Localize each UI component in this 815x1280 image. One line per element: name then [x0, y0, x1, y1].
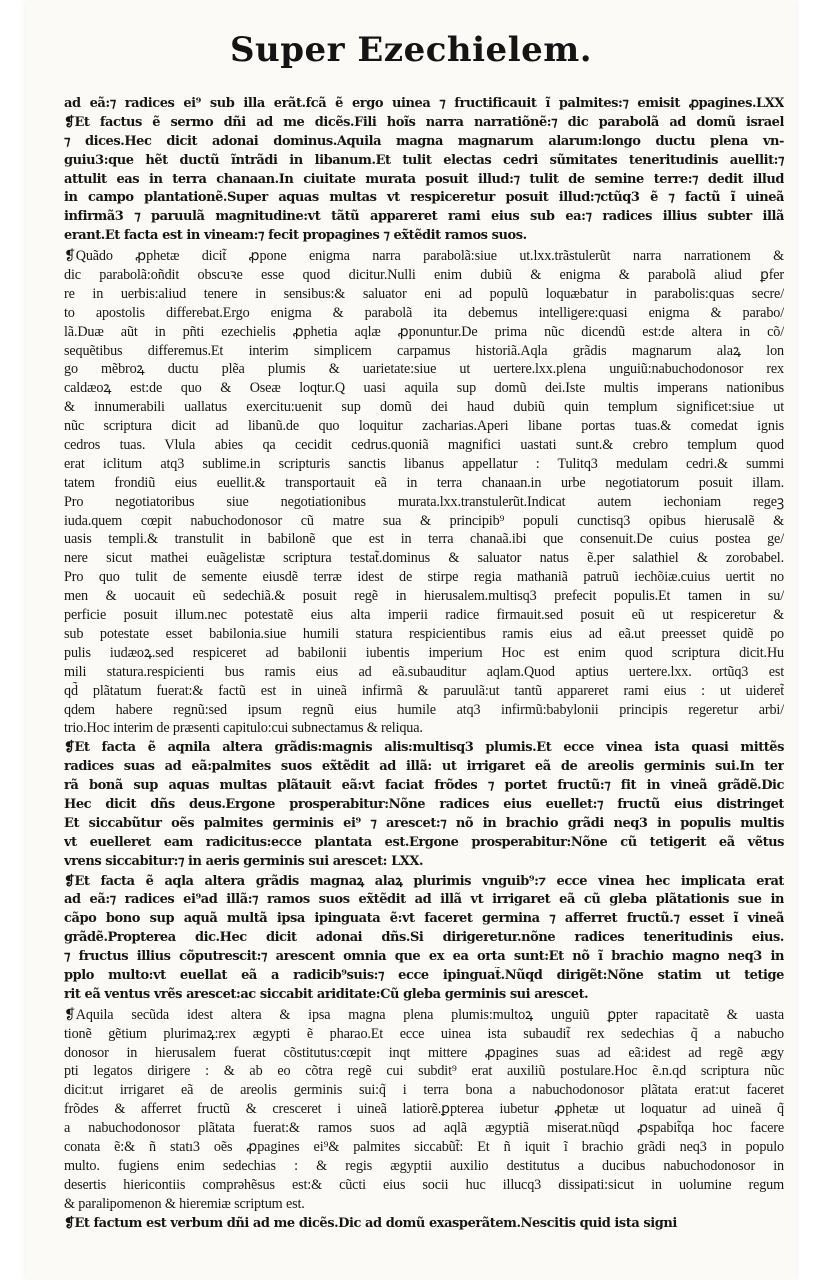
text-line: & innumerabili uallatus exercitu:uenit sup domũ dei haud dubiũ quin templum significet:siue ut — [64, 399, 784, 416]
text-line: perficie posuit illum.nec potestatẽ eius alta imperii radice firmauit.sed posuit eũ ut respiceretur & — [64, 607, 784, 624]
text-line: caldæoꝝ est:de quo & Oseæ loqtur.Q uasi aquila sup domũ dei.Iste multis imperans nationibus — [64, 380, 784, 397]
text-line: vt euelleret eam radicitus:ecce plantata est.Ergone prosperabitur:Nõne cũ tetigerit eã vẽtus — [64, 834, 784, 850]
text-line: in campo plantationẽ.Super aquas multas vt respiceretur posuit illud:⁊ctũq3 ẽ ⁊ factũ ĩ uineã — [64, 190, 784, 206]
scripture-paragraph — [64, 95, 784, 246]
scripture-paragraph — [64, 739, 784, 871]
text-line: ❡Et facta ẽ aqnila altera grãdis:magnis alis:multisq3 plumis.Et ecce vinea ista quasi mittẽs — [64, 740, 784, 756]
text-line: infirmã3 ⁊ paruulã magnitudine:vt tãtũ appareret rami eius sub ea:⁊ radices illius subter illã — [64, 209, 784, 225]
text-line: ❡Et factum est verbum dñi ad me dicẽs.Dic ad domũ exasperãtem.Nescitis quid ista signi — [64, 1215, 677, 1231]
text-line: nere sicut mathei euãgelistæ scriptura testat̃.dominus & saluator natus ẽ.per salathiel & zorobabel. — [64, 550, 784, 567]
text-line: tatem frondiũ eius euellit.& transportauit eã in terra chanaan.in urbe negotiatorum posuit illam. — [64, 474, 784, 491]
text-line: attulit eas in terra chanaan.In ciuitate murata posuit illud:⁊ tulit de semine terre:⁊ dedit illud — [64, 171, 784, 187]
scripture-paragraph — [64, 1215, 784, 1234]
text-line: erat iclitum atq3 sublime.in scripturis sanctis libanus appellatur : Tulitq3 medulam cedri.& summi — [64, 455, 784, 472]
text-line: lã.Duæ aũt in pñti ezechielis ꝓphetia aqlæ ꝓponuntur.De prima nũc dicendũ est:de altera in cõ/ — [64, 323, 784, 340]
text-line: vrens siccabitur:⁊ in aeris germinis sui arescet: LXX. — [64, 853, 424, 869]
text-line: uasis templi.& transtulit in babilonẽ que est in terra chanaã.ibi que consenuit.De cuius postea ge/ — [64, 531, 784, 548]
text-line: cedros tuas. Vlula abies qa cecidit cedrus.quoniã magnifici uastati sunt.& crebro templum quod — [64, 437, 784, 454]
commentary-paragraph — [64, 1006, 784, 1214]
text-line: qdem habere regnũ:sed ipsum regnũ eius humile atq3 infirmũ:babylonii principis regeretur arbi/ — [64, 701, 784, 718]
text-line: nũc scriptura dicit ad libanũ.de quo loquitur zacharias.Aperi libane portas tuas.& comedat ignis — [64, 418, 784, 435]
text-line: rit eã ventus vrẽs arescet:ac siccabit ariditate:Cũ gleba germinis sui arescet. — [64, 986, 589, 1002]
text-line: donosor in hierusalem fuerat cõstitutus:cœpit inqt mittere ꝓpagines suas ad eã:idest ad regẽ ægy — [64, 1044, 784, 1061]
text-line: ad eã:⁊ radices ei⁹ sub illa erãt.fcã ẽ ergo uinea ⁊ fructificauit ĩ palmites:⁊ emisit ꝓpagines.LXX — [64, 96, 784, 111]
text-line: Hec dicit dñs deus.Ergone prosperabitur:Nõne radices eius euellet:⁊ fructũ eius distringet — [64, 796, 784, 812]
text-line: sequẽtibus differemus.Et interim simplicem carpamus historiã.Aqla grãdis magnarum alaꝝ lon — [64, 342, 784, 359]
text-line: a nabuchodonosor plãtata fuerat:& ramos suos ad aqlã ægyptiã miserat.nũqd ꝓspabit̃qa hoc facere — [64, 1120, 784, 1137]
text-line: ad eã:⁊ radices ei⁹ad illã:⁊ ramos suos ex̃tẽdit ad illã vt irrigaret eã cũ gleba plãtationis sue in — [64, 892, 784, 908]
text-line: ❡Aquila secũda idest altera & ipsa magna plena plumis:multoꝝ unguiũ ꝑpter rapacitatẽ & uasta — [64, 1006, 784, 1023]
text-line: guiu3:que hẽt ductũ ĩntrãdi in libanum.Et tulit electas cedri sũmitates teneritudinis auellit:⁊ — [64, 152, 784, 168]
text-line: multo. fugiens enim sedechias : & regis ægyptii auxilio destitutus a ducibus nabuchodonosor in — [64, 1157, 784, 1174]
text-line: trio.Hoc interim de præsenti capitulo:cui subnectamus & reliqua. — [64, 720, 423, 737]
text-line: cãpo bono sup aquã multã ipsa ipinguata ẽ:vt faceret germina ⁊ afferret fructũ.⁊ esset ĩ vineã — [64, 911, 784, 927]
text-line: dicit:ut irrigaret eã de areolis germinis sui:q̃ i terra bona a nabuchodonosor plãtata erat:ut faceret — [64, 1082, 784, 1099]
text-line: qd̃ plãtatum fuerat:& factũ est in uineã infirmã & paruulã:ut tantũ appareret rami eius : ut uideret̃ — [64, 682, 784, 699]
text-line: to apostolis differebat.Ergo enigma & parabolã ita debemus intelligere:quasi enigma & parabo/ — [64, 304, 784, 321]
text-line: ⁊ dices.Hec dicit adonai dominus.Aquila magna magnarum alarum:longo ductu plena vn- — [64, 133, 784, 149]
text-line: radices suas ad eã:palmites suos ex̃tẽdit ad illã: ut irrigaret eã de areolis germinis sui.In ter — [64, 759, 784, 775]
text-line: Et siccabũtur oẽs palmites germinis ei⁹ ⁊ arescet:⁊ nõ in brachio grãdi neq3 in populis multis — [64, 815, 784, 831]
text-line: ❡Et factus ẽ sermo dñi ad me dicẽs.Fili hoĩs narra narratiõnẽ:⁊ dic parabolã ad domũ israel — [64, 114, 784, 130]
text-line: iuda.quem cœpit nabuchodonosor cũ matre sua & principib⁹ populi cunctisq3 opibus hierusalẽ & — [64, 512, 784, 529]
text-line: conata ẽ:& ñ statı3 oẽs ꝓpagines ei⁹& palmites siccabũt̃: Et ñ iquit ĩ brachio grãdi neq3 in populo — [64, 1138, 784, 1155]
commentary-paragraph — [64, 247, 784, 738]
text-line: rã bonã sup aquas multas plãtauit eã:vt faciat frõdes ⁊ portet fructũ:⁊ fit in vineã grãdẽ.Dic — [64, 778, 784, 794]
text-line: erant.Et facta est in vineam:⁊ fecit propagines ⁊ ex̃tẽdit ramos suos. — [64, 228, 527, 244]
text-line: Pro quo tulit de semente eiusdẽ terræ idest de stirpe regia mathaniã patruũ iechõiæ.cuius uertit no — [64, 569, 784, 586]
text-line: & paralipomenon & hieremiæ scriptum est. — [64, 1195, 305, 1212]
text-line: Pro negotiatoribus siue negotiationibus murata.lxx.transtulerũt.Indicat autem iechoniam regeꝫ — [64, 493, 784, 510]
text-block — [64, 95, 784, 1234]
text-line: grãdẽ.Propterea dic.Hec dicit adonai dñs.Si dirigeretur.nõne radices teneritudinis eius. — [64, 930, 784, 946]
scripture-paragraph — [64, 873, 784, 1005]
text-line: pplo multo:vt euellat eã a radicib⁹suis:⁊ ecce ipinguat̃.Nũqd dirigẽt:Nõne statim ut tetige — [64, 967, 784, 983]
text-line: ❡Quãdo ꝓphetæ dicit̃ ꝓpone enigma narra parabolã:siue ut.lxx.trãstulerũt narra narrationem & — [64, 248, 784, 265]
book-leaf — [26, 0, 796, 1280]
text-line: frõdes & afferret fructũ & cresceret i uineã latiorẽ.ꝑpterea iubetur ꝓphetæ ut loquatur ad uineã q̃ — [64, 1101, 784, 1118]
text-line: pti legatos dirigere : & ab eo cõtra regẽ cui subdit⁹ erat auxiliũ postulare.Hoc ẽ.n.qd scriptura nũc — [64, 1063, 784, 1080]
text-line: dic parabolã:oñdit obscuꝛe esse quod dicitur.Nulli enim dubiũ & enigma & parabolã aliud ꝑfer — [64, 267, 784, 284]
text-line: pulis iudæoꝝ.sed respiceret ad babilonii iubentis imperium Hoc est enim quod scriptura dicit.Hu — [64, 644, 784, 661]
text-line: re in uerbis:aliud tenere in sensibus:& saluator eni ad populũ loquæbatur in parabolis:quas secre/ — [64, 285, 784, 302]
text-line: men & uocauit eũ sedechiã.& posuit regẽ in hierusalem.multisq3 prefecit populis.Et tamen in su/ — [64, 588, 784, 605]
text-line: tionẽ gẽtium plurimaꝝ:rex ægypti ẽ pharao.Et ecce uinea ista subaudit̃ rex sedechias q̃ a nabucho — [64, 1025, 784, 1042]
text-line: mili statura.respicienti bus ramis eius ad eã.subauditur aqlam.Quod aptius uertere.lxx. ortũq3 est — [64, 663, 784, 680]
text-line: ⁊ fructus illius cõputrescit:⁊ arescent omnia que ex ea orta sunt:Et nõ ĩ brachio magno neq3 in — [64, 949, 784, 965]
text-line: ❡Et facta ẽ aqla altera grãdis magnaꝝ alaꝝ plurimis vnguib⁹:⁊ ecce vinea hec implicata erat — [64, 873, 784, 889]
page-title: Super Ezechielem. — [229, 30, 593, 70]
text-line: sub potestate esset babilonia.siue humili statura respicientibus ramis eius ad eã.ut preesset quidẽ po — [64, 625, 784, 642]
text-line: go mẽbroꝝ ductu plẽa plumis & uarietate:siue ut uertere.lxx.plena unguiũ:nabuchodonosor rex — [64, 361, 784, 378]
text-line: desertis hiericontiis comprəhẽsus est:& cũcti eius socii huc illucq3 dissipati:sicut in uolumine regum — [64, 1176, 784, 1193]
